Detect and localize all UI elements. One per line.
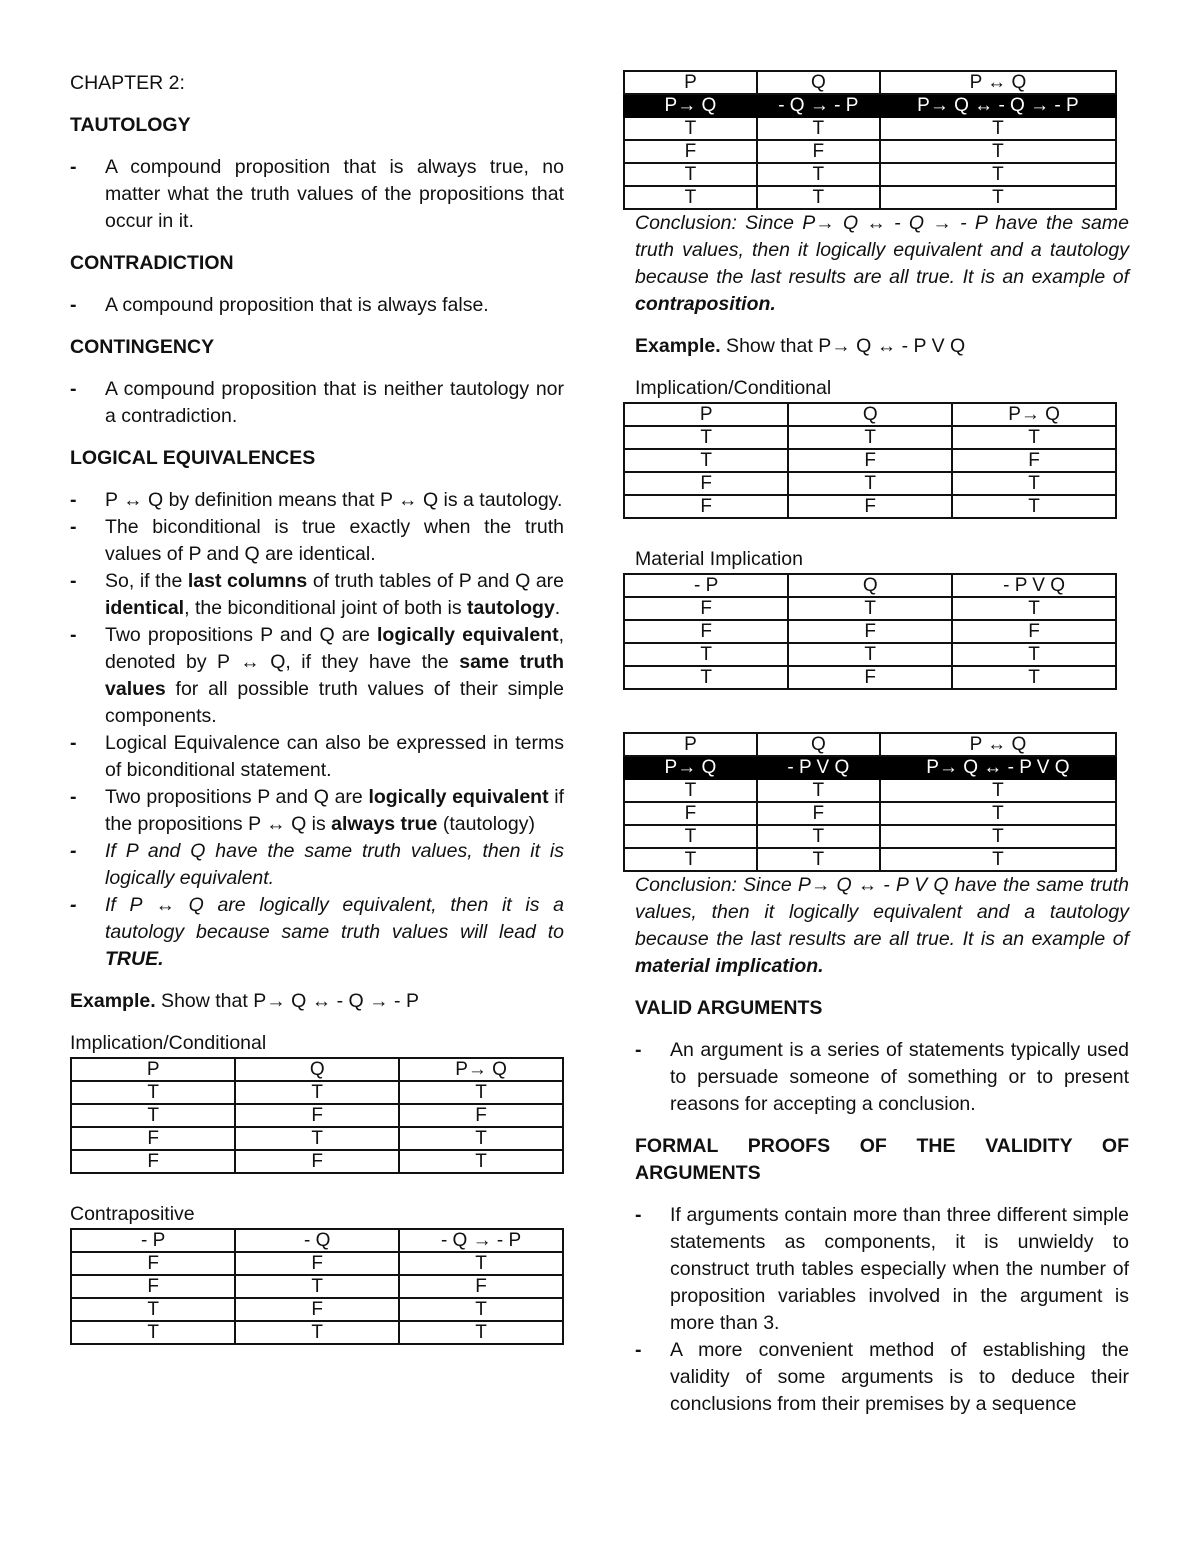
table-cell: F (757, 140, 880, 163)
text: of truth tables of P and Q are (307, 570, 565, 592)
table-header: P (71, 1058, 235, 1081)
table-header: - Q → - P (399, 1229, 563, 1252)
conclusion-2 (635, 872, 1129, 980)
material-implication-table (623, 573, 1117, 690)
table-row (71, 1104, 563, 1127)
table-subheader: P→ Q ↔ - P V Q (880, 756, 1116, 779)
table-cell: F (235, 1298, 399, 1321)
table-header: - P V Q (952, 574, 1116, 597)
table-row (624, 666, 1116, 689)
example-1 (70, 988, 564, 1015)
table-cell: F (399, 1275, 563, 1298)
equivalence-bullet-3 (70, 568, 564, 622)
table-row (624, 643, 1116, 666)
table-row (624, 163, 1116, 186)
table-cell: T (880, 140, 1116, 163)
table-cell: T (624, 449, 788, 472)
table-cell: T (952, 472, 1116, 495)
table-cell: F (624, 620, 788, 643)
table-cell: T (880, 186, 1116, 209)
table-cell: F (757, 802, 880, 825)
table-row (624, 495, 1116, 518)
implication-table-2 (623, 402, 1117, 519)
table-header: Q (788, 574, 952, 597)
table1-caption: Implication/Conditional (70, 1032, 267, 1054)
table-cell: T (788, 472, 952, 495)
table-header-row (71, 1058, 563, 1081)
table-row (71, 1321, 563, 1344)
example-text: Show that P→ Q ↔ - P V Q (720, 335, 966, 357)
table-header: - P (624, 574, 788, 597)
contraposition-equivalence-table (623, 70, 1117, 210)
table-cell: T (788, 643, 952, 666)
equivalence-bullet-4 (70, 622, 564, 730)
table-subheader: - P V Q (757, 756, 880, 779)
table-row (71, 1298, 563, 1321)
contingency-list (70, 376, 564, 430)
table-header: Q (757, 733, 880, 756)
table-header-row (624, 733, 1116, 756)
table-row (624, 825, 1116, 848)
table-cell: F (624, 140, 757, 163)
equivalence-bullet-2: - The biconditional is true exactly when the truth values of P and Q are identical. (70, 514, 564, 568)
contingency-heading: CONTINGENCY (70, 336, 215, 358)
table-cell: T (952, 643, 1116, 666)
equivalence-bullet-6 (70, 784, 564, 838)
table-cell: T (71, 1321, 235, 1344)
table-cell: T (757, 186, 880, 209)
table-cell: T (235, 1275, 399, 1298)
table-header: Q (788, 403, 952, 426)
right-column (623, 70, 1129, 1433)
text: , denoted by P ↔ Q, if they have the (105, 624, 564, 673)
table-row (624, 802, 1116, 825)
table-cell: T (880, 802, 1116, 825)
table-header: P ↔ Q (880, 71, 1116, 94)
table-cell: T (880, 779, 1116, 802)
table-header-row (624, 574, 1116, 597)
table-header-row (624, 71, 1116, 94)
table-header: Q (235, 1058, 399, 1081)
formal-proofs-bullet-1: - If arguments contain more than three different simple statements as components, it is unwieldy to construct truth tables especially when the number of proposition variables involved in the argument is more than 3. (635, 1202, 1129, 1337)
emphasis: last columns (187, 570, 308, 592)
table-subheader: P→ Q (624, 756, 757, 779)
table-subheader-row (624, 94, 1116, 117)
table-cell: F (952, 449, 1116, 472)
material-implication-equivalence-table (623, 732, 1117, 872)
text: Two propositions P and Q are (105, 786, 369, 808)
table2-caption: Contrapositive (70, 1203, 195, 1225)
table-cell: T (788, 426, 952, 449)
text: , the biconditional joint of both is (184, 597, 468, 619)
table-header: P→ Q (952, 403, 1116, 426)
emphasis: tautology (467, 597, 555, 619)
table-cell: T (399, 1127, 563, 1150)
table-cell: T (880, 825, 1116, 848)
table-row (71, 1081, 563, 1104)
table-row (624, 117, 1116, 140)
table-cell: F (235, 1252, 399, 1275)
table-cell: T (624, 117, 757, 140)
table-cell: T (399, 1321, 563, 1344)
contradiction-list (70, 292, 564, 319)
conclusion-text: Conclusion: Since P→ Q ↔ - Q → - P have the same truth values, then it logically equivalent and a tautology because the last results are all true. It is an example of (635, 212, 1129, 288)
table-row (624, 779, 1116, 802)
emphasis: same truth values (105, 651, 564, 700)
table-cell: F (624, 472, 788, 495)
table-cell: F (788, 495, 952, 518)
conclusion-text: Conclusion: Since P→ Q ↔ - P V Q have the same truth values, then it logically equivalent and a tautology because the last results are all true. It is an example of (635, 874, 1129, 950)
table-row (71, 1275, 563, 1298)
valid-arguments-list (635, 1037, 1129, 1118)
table-row (71, 1252, 563, 1275)
table-cell: T (952, 597, 1116, 620)
table-cell: T (624, 666, 788, 689)
table-cell: T (952, 495, 1116, 518)
table-cell: T (757, 825, 880, 848)
table-cell: T (757, 779, 880, 802)
table-cell: F (399, 1104, 563, 1127)
table-cell: T (624, 779, 757, 802)
table-header: - P (71, 1229, 235, 1252)
table-row (624, 140, 1116, 163)
valid-arguments-definition: - An argument is a series of statements typically used to persuade someone of something or to present reasons for accepting a conclusion. (635, 1037, 1129, 1118)
contrapositive-table (70, 1228, 564, 1345)
table-header: Q (757, 71, 880, 94)
implication-table (70, 1057, 564, 1174)
table-cell: T (624, 825, 757, 848)
table-header: P (624, 403, 788, 426)
table-header: P (624, 733, 757, 756)
table4-caption: Implication/Conditional (635, 377, 832, 399)
table-cell: F (71, 1275, 235, 1298)
table-cell: F (788, 620, 952, 643)
table-cell: T (624, 186, 757, 209)
table-row (71, 1150, 563, 1173)
table-cell: F (235, 1150, 399, 1173)
table-cell: T (624, 848, 757, 871)
text: (tautology) (437, 813, 535, 835)
table-cell: F (788, 449, 952, 472)
table-cell: T (952, 426, 1116, 449)
table-cell: T (624, 643, 788, 666)
table-cell: F (624, 597, 788, 620)
table-cell: T (399, 1252, 563, 1275)
example-text: Show that P→ Q ↔ - Q → - P (155, 990, 419, 1012)
table-header-row (624, 403, 1116, 426)
table-cell: T (71, 1298, 235, 1321)
table-header: P→ Q (399, 1058, 563, 1081)
formal-proofs-bullet-2: - A more convenient method of establishing the validity of some arguments is to deduce their conclusions from their premises by a sequence (635, 1337, 1129, 1418)
table-cell: F (624, 802, 757, 825)
text: So, if the (105, 570, 188, 592)
table-row (624, 597, 1116, 620)
table5-caption: Material Implication (635, 548, 803, 570)
tautology-definition: - A compound proposition that is always true, no matter what the truth values of the propositions that occur in it. (70, 154, 564, 235)
table-header: P (624, 71, 757, 94)
table-cell: T (235, 1127, 399, 1150)
equivalences-heading: LOGICAL EQUIVALENCES (70, 447, 316, 469)
table-cell: F (788, 666, 952, 689)
table-cell: F (71, 1252, 235, 1275)
emphasis: TRUE. (105, 948, 164, 970)
table-cell: T (880, 163, 1116, 186)
text: If P ↔ Q are logically equivalent, then it is a tautology because same truth values will lead to (105, 894, 564, 943)
text: Two propositions P and Q are (105, 624, 377, 646)
table-header-row (71, 1229, 563, 1252)
table-cell: T (880, 117, 1116, 140)
table-row (71, 1127, 563, 1150)
conclusion-term: contraposition. (635, 293, 776, 315)
example-label: Example. (635, 335, 721, 357)
table-cell: F (235, 1104, 399, 1127)
text: for all possible truth values of their simple components. (105, 678, 564, 727)
table-cell: T (235, 1321, 399, 1344)
table-cell: T (624, 426, 788, 449)
contradiction-definition: - A compound proposition that is always false. (70, 292, 564, 319)
table-cell: T (757, 117, 880, 140)
table-cell: T (71, 1104, 235, 1127)
example-label: Example. (70, 990, 156, 1012)
equivalences-list (70, 487, 564, 973)
table-row (624, 848, 1116, 871)
table-cell: T (399, 1298, 563, 1321)
table-cell: T (71, 1081, 235, 1104)
table-cell: T (399, 1150, 563, 1173)
equivalence-bullet-8 (70, 892, 564, 973)
emphasis: identical (105, 597, 185, 619)
table-header: P ↔ Q (880, 733, 1116, 756)
valid-arguments-heading: VALID ARGUMENTS (635, 997, 823, 1019)
example-2 (635, 333, 1129, 360)
table-cell: F (71, 1127, 235, 1150)
table-subheader: - Q → - P (757, 94, 880, 117)
text: if the propositions P ↔ Q is (105, 786, 564, 835)
emphasis: logically equivalent (368, 786, 549, 808)
table-cell: T (235, 1081, 399, 1104)
table-cell: T (880, 848, 1116, 871)
equivalence-bullet-1: - P ↔ Q by definition means that P ↔ Q is a tautology. (70, 487, 564, 514)
table-subheader-row (624, 756, 1116, 779)
table-cell: T (757, 848, 880, 871)
equivalence-bullet-7: - If P and Q have the same truth values, then it is logically equivalent. (70, 838, 564, 892)
chapter-title: CHAPTER 2: (70, 72, 185, 94)
formal-proofs-heading: FORMAL PROOFS OF THE VALIDITY OF ARGUMENTS (635, 1135, 1129, 1184)
left-column (70, 70, 564, 1345)
table-cell: T (624, 163, 757, 186)
table-subheader: P→ Q (624, 94, 757, 117)
equivalence-bullet-5: - Logical Equivalence can also be expressed in terms of biconditional statement. (70, 730, 564, 784)
tautology-list (70, 154, 564, 235)
table-cell: T (952, 666, 1116, 689)
emphasis: logically equivalent (377, 624, 559, 646)
table-row (624, 186, 1116, 209)
table-cell: T (399, 1081, 563, 1104)
tautology-heading: TAUTOLOGY (70, 114, 191, 136)
table-subheader: P→ Q ↔ - Q → - P (880, 94, 1116, 117)
table-cell: F (624, 495, 788, 518)
contingency-definition: - A compound proposition that is neither tautology nor a contradiction. (70, 376, 564, 430)
table-row (624, 472, 1116, 495)
text: . (554, 597, 561, 619)
contradiction-heading: CONTRADICTION (70, 252, 234, 274)
table-row (624, 449, 1116, 472)
table-header: - Q (235, 1229, 399, 1252)
table-row (624, 426, 1116, 449)
conclusion-term: material implication. (635, 955, 824, 977)
table-cell: F (952, 620, 1116, 643)
conclusion-1 (635, 210, 1129, 318)
table-cell: F (71, 1150, 235, 1173)
formal-proofs-list (635, 1202, 1129, 1418)
table-cell: T (788, 597, 952, 620)
table-row (624, 620, 1116, 643)
table-cell: T (757, 163, 880, 186)
emphasis: always true (331, 813, 438, 835)
